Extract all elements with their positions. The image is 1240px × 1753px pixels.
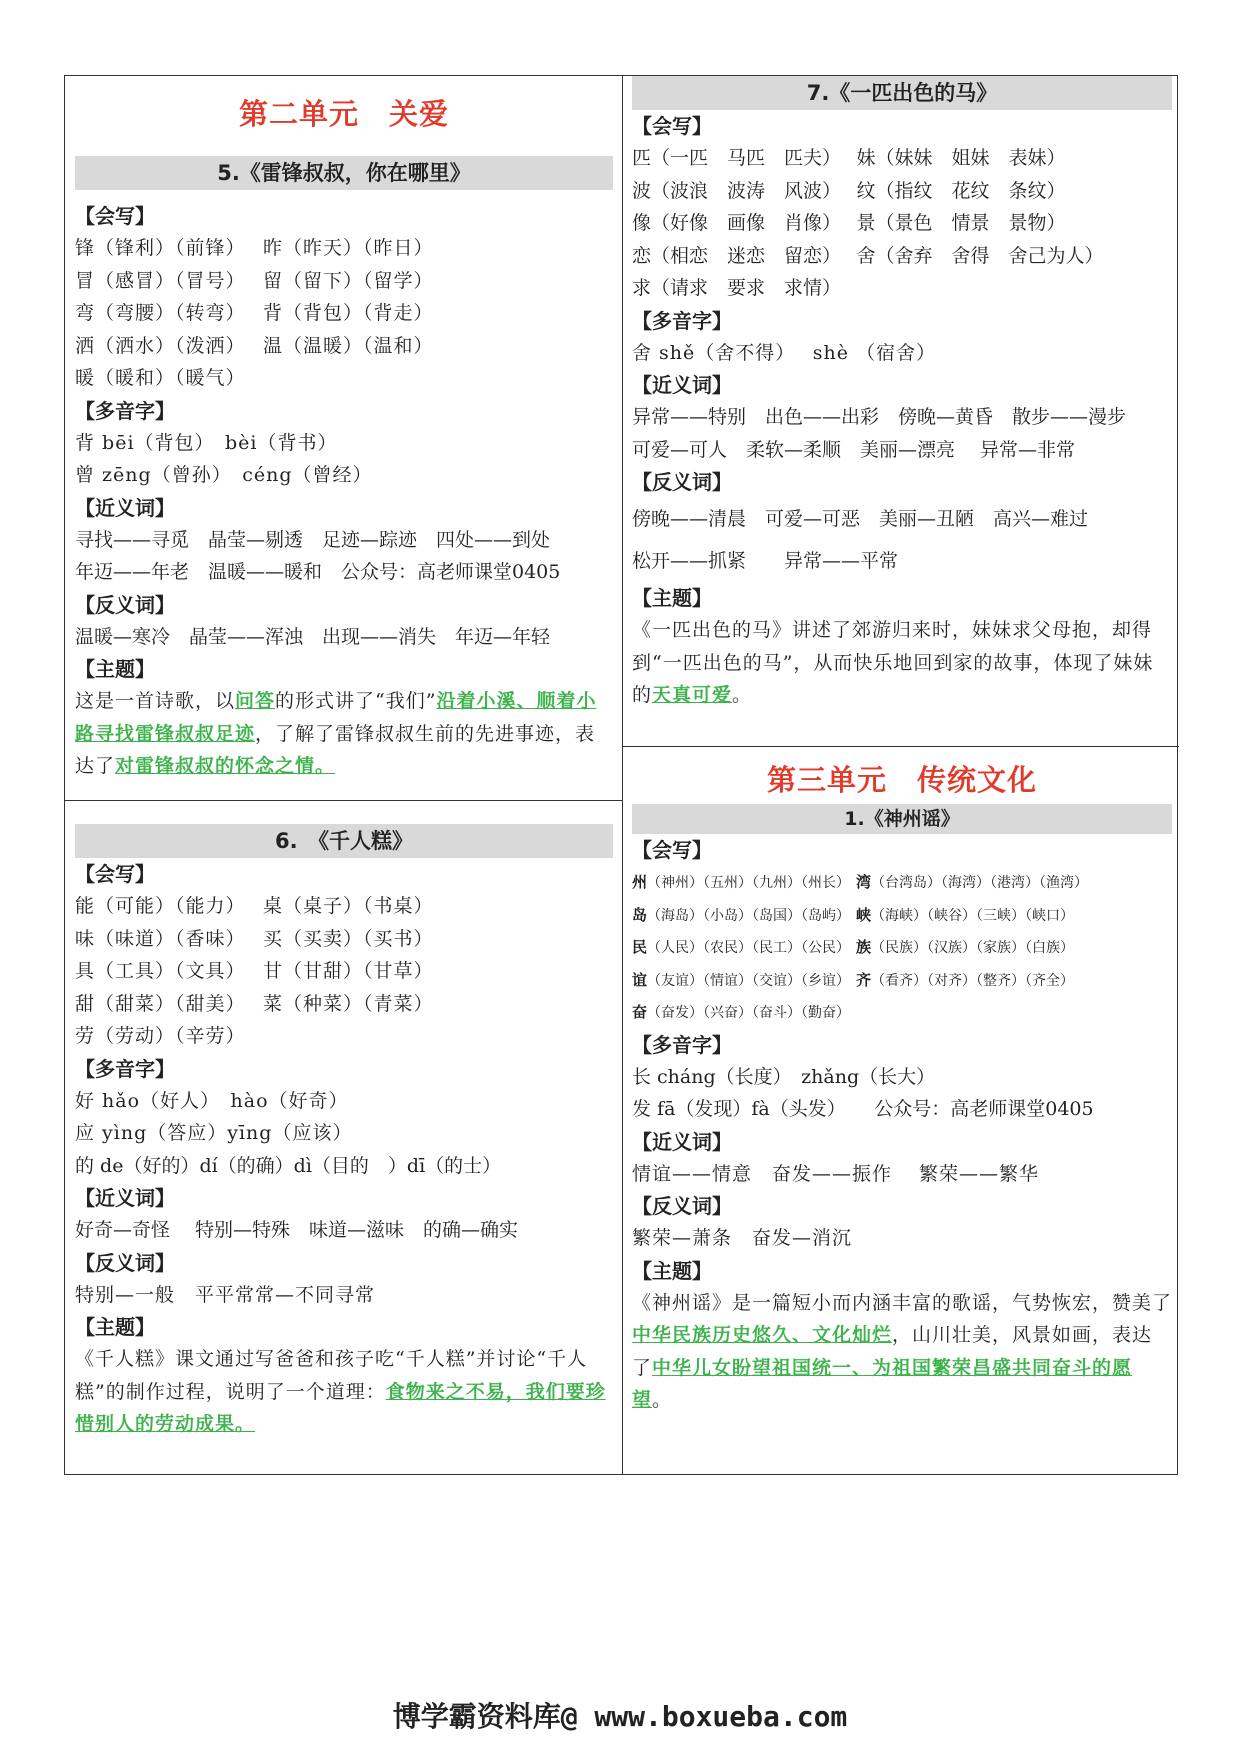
- theme-text: ，了解了雷锋叔叔生前的先进事迹，表达了: [75, 722, 596, 777]
- section-heading: 【主题】: [632, 586, 712, 610]
- write-grid-row: [632, 996, 1172, 1029]
- section-heading: 【会写】: [75, 862, 155, 886]
- theme-paragraph: [75, 1343, 613, 1441]
- ant-line: 温暖—寒冷 晶莹——浑浊 出现——消失 年迈—年轻: [75, 625, 551, 648]
- theme-highlight: 中华儿女盼望祖国统一、为祖国繁荣昌盛共同奋斗的愿望: [632, 1356, 1133, 1411]
- theme-highlight: 沿着小溪、顺着小路寻找雷锋叔叔足迹: [75, 690, 597, 745]
- theme-highlight: 食物来之不易，我们要珍惜别人的劳动成果。: [75, 1380, 606, 1435]
- row-divider-right: [622, 746, 1179, 747]
- theme-highlight: 对雷锋叔叔的怀念之情。: [115, 755, 336, 777]
- theme-highlight: 问答: [235, 690, 276, 712]
- poly-line: 的 de（好的）dí（的确）dì（目的 ）dī（的士）: [75, 1154, 502, 1177]
- section-heading: 【会写】: [632, 838, 712, 862]
- write-line: 暖（暖和）（暖气）: [75, 367, 246, 389]
- poly-line: 长 cháng（长度） zhǎng（长大）: [632, 1065, 936, 1088]
- write-words: （人民）（农民）（民工）（公民）: [647, 940, 851, 956]
- theme-text: 。: [732, 684, 753, 706]
- write-char: 奋: [632, 1003, 648, 1021]
- write-words: （神州）（五州）（九州）（州长）: [647, 875, 851, 891]
- worksheet-table: [64, 75, 1178, 1475]
- poly-line: 舍 shě（舍不得） shè （宿舍）: [632, 341, 937, 364]
- write-char: 族: [856, 938, 872, 956]
- section-heading: 【主题】: [75, 1315, 155, 1339]
- syn-line: 寻找——寻觅 晶莹—剔透 足迹—踪迹 四处——到处: [75, 528, 551, 551]
- write-line: 波（波浪 波涛 风波） 纹（指纹 花纹 条纹）: [632, 179, 1066, 202]
- write-line: 味（味道）（香味） 买（买卖）（买书）: [75, 927, 434, 950]
- column-divider: [622, 76, 623, 1474]
- write-line: 能（可能）（能力） 桌（桌子）（书桌）: [75, 895, 434, 917]
- section-heading: 【近义词】: [632, 373, 732, 397]
- section-heading: 【反义词】: [75, 1250, 175, 1275]
- section-heading: 【反义词】: [632, 1194, 732, 1218]
- write-char: 齐: [856, 970, 872, 989]
- write-char: 谊: [632, 970, 648, 989]
- write-char: 岛: [632, 905, 648, 924]
- write-words: （海岛）（小岛）（岛国）（岛屿）: [647, 907, 851, 924]
- write-line: 弯（弯腰）（转弯） 背（背包）（背走）: [75, 302, 434, 324]
- theme-paragraph: [75, 685, 613, 783]
- ant-line: 特别—一般 平平常常—不同寻常: [75, 1283, 376, 1306]
- theme-text: 的形式讲了“我们”: [275, 690, 437, 712]
- unit2-title: 第二单元 关爱: [238, 97, 449, 131]
- write-line: 冒（感冒）（冒号） 留（留下）（留学）: [75, 269, 434, 292]
- row-divider-left: [65, 800, 622, 801]
- section-heading: 【会写】: [632, 114, 712, 138]
- write-line: 具（工具）（文具） 甘（甘甜）（甘草）: [75, 960, 434, 982]
- lesson-1-title: 1.《神州谣》: [632, 804, 1172, 834]
- section-heading: 【近义词】: [75, 1186, 175, 1210]
- poly-line: 背 bēi（背包） bèi（背书）: [75, 431, 338, 454]
- theme-text: 《一匹出色的马》讲述了郊游归来时，妹妹求父母抱，却得到“一匹出色的马”，从而快乐地回到家的故事，体现了妹妹的: [632, 619, 1154, 706]
- unit3-title: 第三单元 传统文化: [766, 763, 1037, 797]
- section-heading: 【反义词】: [75, 592, 175, 617]
- ant-line: 傍晚——清晨 可爱—可恶 美丽—丑陋 高兴—难过: [632, 508, 1089, 530]
- syn-line: 可爱—可人 柔软—柔顺 美丽—漂亮 异常—非常: [632, 438, 1076, 461]
- lesson-6-section: [75, 824, 613, 1441]
- syn-line: 情谊——情意 奋发——振作 繁荣——繁华: [632, 1162, 1040, 1185]
- write-grid-row: [632, 866, 1172, 899]
- section-heading: 【多音字】: [632, 1032, 732, 1057]
- theme-paragraph: [632, 1287, 1172, 1417]
- write-grid: [632, 866, 1172, 1029]
- write-line: 匹（一匹 马匹 匹夫） 妹（妹妹 姐妹 表妹）: [632, 147, 1066, 169]
- section-heading: 【主题】: [632, 1258, 712, 1283]
- section-heading: 【会写】: [75, 204, 155, 228]
- lesson-6-title: 6. 《千人糕》: [75, 824, 613, 858]
- ant-line: 松开——抓紧 异常——平常: [632, 550, 899, 572]
- theme-paragraph: [632, 614, 1172, 712]
- poly-line: 应 yìng（答应）yīng（应该）: [75, 1122, 353, 1144]
- write-grid-row: [632, 931, 1172, 964]
- syn-line: 异常——特别 出色——出彩 傍晚—黄昏 散步——漫步: [632, 406, 1127, 428]
- lesson-5-section: [75, 84, 613, 783]
- section-heading: 【主题】: [75, 657, 155, 681]
- poly-line: 好 hǎo（好人） hào（好奇）: [75, 1089, 349, 1112]
- write-grid-row: [632, 899, 1172, 932]
- section-heading: 【多音字】: [75, 1056, 175, 1081]
- theme-highlight: 天真可爱: [652, 684, 733, 706]
- write-char: 州: [632, 873, 648, 891]
- section-heading: 【多音字】: [632, 308, 732, 333]
- write-char: 峡: [856, 905, 872, 924]
- write-line: 锋（锋利）（前锋） 昨（昨天）（昨日）: [75, 237, 434, 259]
- write-line: 恋（相恋 迷恋 留恋） 舍（舍弃 舍得 舍己为人）: [632, 244, 1104, 267]
- section-heading: 【多音字】: [75, 398, 175, 423]
- write-words: （奋发）（兴奋）（奋斗）（勤奋）: [647, 1005, 851, 1021]
- write-grid-row: [632, 964, 1172, 997]
- write-words: （民族）（汉族）（家族）（白族）: [871, 940, 1075, 956]
- theme-highlight: 中华民族历史悠久、文化灿烂: [632, 1324, 893, 1346]
- unit3-lesson-1-section: [632, 756, 1172, 1417]
- theme-text: ，山川壮美，风景如画，表达了: [632, 1324, 1153, 1379]
- ant-line: 繁荣—萧条 奋发—消沉: [632, 1227, 853, 1249]
- lesson-5-title: 5.《雷锋叔叔，你在哪里》: [75, 156, 613, 190]
- theme-text: 《神州谣》是一篇短小而内涵丰富的歌谣，气势恢宏，赞美了: [632, 1291, 1173, 1314]
- write-char: 民: [632, 938, 648, 956]
- section-heading: 【反义词】: [632, 470, 732, 494]
- section-heading: 【近义词】: [75, 495, 175, 520]
- write-line: 洒（洒水）（泼洒） 温（温暖）（温和）: [75, 334, 434, 357]
- theme-text: 这是一首诗歌，以: [75, 690, 236, 712]
- footer-watermark: 博学霸资料库@ www.boxueba.com: [392, 1700, 848, 1733]
- syn-line: 好奇—奇怪 特别—特殊 味道—滋味 的确—确实: [75, 1219, 519, 1241]
- lesson-7-section: [632, 76, 1172, 712]
- write-words: （台湾岛）（海湾）（港湾）（渔湾）: [871, 875, 1089, 891]
- theme-text: 。: [652, 1389, 673, 1411]
- syn-line: 年迈——年老 温暖——暖和 公众号：高老师课堂0405: [75, 561, 561, 583]
- lesson-7-title: 7.《一匹出色的马》: [632, 76, 1172, 110]
- write-line: 求（请求 要求 求情）: [632, 277, 842, 299]
- write-line: 像（好像 画像 肖像） 景（景色 情景 景物）: [632, 212, 1066, 234]
- write-words: （看齐）（对齐）（整齐）（齐全）: [871, 972, 1075, 989]
- write-char: 湾: [856, 873, 872, 891]
- write-line: 甜（甜菜）（甜美） 菜（种菜）（青菜）: [75, 992, 434, 1015]
- write-line: 劳（劳动）（辛劳）: [75, 1025, 246, 1047]
- poly-line: 发 fā（发现）fà（头发） 公众号：高老师课堂0405: [632, 1098, 1094, 1120]
- section-heading: 【近义词】: [632, 1129, 732, 1154]
- write-words: （海峡）（峡谷）（三峡）（峡口）: [871, 907, 1075, 924]
- write-words: （友谊）（情谊）（交谊）（乡谊）: [647, 972, 851, 989]
- theme-text: 《千人糕》课文通过写爸爸和孩子吃“千人糕”并讨论“千人糕”的制作过程，说明了一个道理：: [75, 1348, 588, 1403]
- poly-line: 曾 zēng（曾孙） céng（曾经）: [75, 464, 373, 486]
